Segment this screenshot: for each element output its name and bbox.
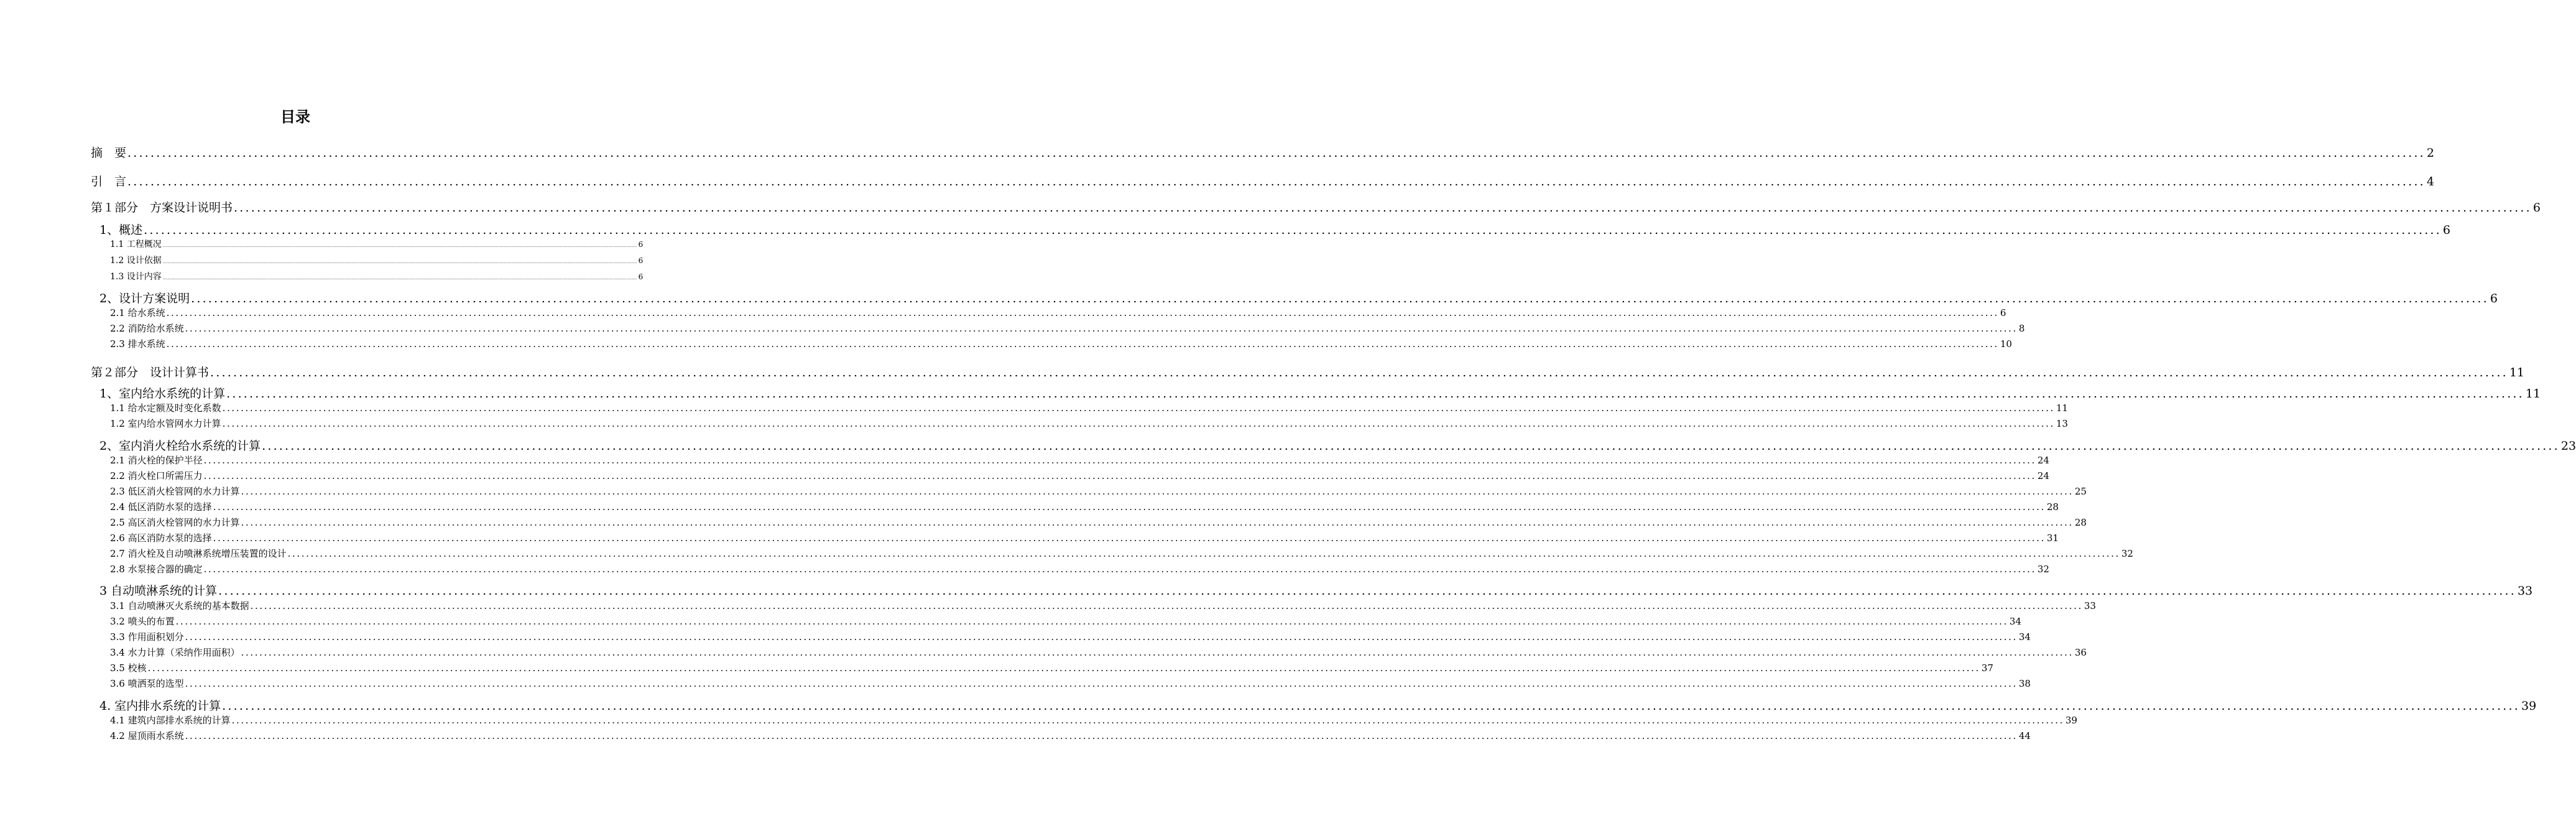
- toc-entry[interactable]: [110, 564, 2049, 575]
- toc-entry[interactable]: [110, 272, 644, 282]
- toc-entry[interactable]: [110, 532, 2059, 544]
- toc-entry-label: 3.3 作用面积划分: [110, 631, 184, 643]
- toc-leader-dots: ................................................................................................................................................................................................................................................................................................................................................................................................................: [127, 146, 2426, 160]
- toc-entry[interactable]: [91, 366, 2525, 379]
- toc-page-number: 36: [2074, 647, 2087, 658]
- toc-entry[interactable]: [99, 699, 2537, 713]
- toc-page-number: 10: [2000, 338, 2012, 350]
- toc-page-number: 6: [638, 272, 644, 281]
- toc-leader-dots: ................................................................................................................................................................................................................................................................................................................................................................................................................: [226, 387, 2524, 401]
- toc-leader-dots: ................................................................................................................................................................................................................................................................................................................................................................................................................: [241, 486, 2074, 497]
- toc-leader-dots: ................................................................................................................................................................................................................................................................................................................................................................................................................: [234, 201, 2532, 215]
- toc-leader-dots: ................................................................................................................................................................................................................................................................................................................................................................................................................: [262, 439, 2560, 453]
- toc-leader-dots: ................................................................................................................................................................................................................................................................................................................................................................................................................: [231, 715, 2064, 726]
- toc-page-number: 24: [2037, 455, 2049, 466]
- toc-entry[interactable]: [91, 146, 2434, 160]
- toc-entry[interactable]: [110, 307, 2006, 318]
- toc-page-number: 31: [2046, 532, 2059, 544]
- toc-page-number: 13: [2056, 418, 2068, 429]
- toc-leader-dots: ................................................................................................................................................................................................................................................................................................................................................................................................................: [222, 402, 2055, 414]
- toc-page-number: 28: [2046, 501, 2059, 513]
- toc-leader-dots: ................................................................................................................................................................................................................................................................................................................................................................................................................: [287, 548, 2120, 559]
- toc-leader-dots: ................................................................................................................................................................................................................................................................................................................................................................................................................: [210, 366, 2508, 379]
- toc-leader-dots: ................................................................................................................................................................................................................................................................................................................................................................................................................: [185, 631, 2018, 643]
- toc-entry-label: 1、室内给水系统的计算: [99, 387, 226, 401]
- toc-entry[interactable]: [91, 175, 2434, 188]
- toc-leader-dots: ................................................................................................................................................................................................................................................................................................................................................................................................................: [162, 276, 637, 281]
- toc-entry-label: 1.1 给水定额及时变化系数: [110, 402, 221, 414]
- toc-leader-dots: ................................................................................................................................................................................................................................................................................................................................................................................................................: [127, 175, 2426, 188]
- toc-page-number: 39: [2065, 715, 2077, 726]
- toc-entry[interactable]: [110, 418, 2068, 429]
- toc-entry-label: 第１部分 方案设计说明书: [91, 201, 233, 215]
- toc-page-number: 6: [638, 256, 644, 265]
- page-title: 目录: [280, 108, 310, 126]
- toc-leader-dots: ................................................................................................................................................................................................................................................................................................................................................................................................................: [144, 223, 2442, 237]
- toc-leader-dots: ................................................................................................................................................................................................................................................................................................................................................................................................................: [166, 338, 1999, 350]
- toc-entry-label: 4.2 屋顶雨水系统: [110, 730, 184, 741]
- toc-leader-dots: ................................................................................................................................................................................................................................................................................................................................................................................................................: [191, 292, 2489, 305]
- toc-leader-dots: ................................................................................................................................................................................................................................................................................................................................................................................................................: [250, 600, 2083, 611]
- toc-entry[interactable]: [99, 387, 2541, 401]
- toc-entry[interactable]: [110, 730, 2031, 741]
- toc-page-number: 23: [2560, 439, 2576, 453]
- toc-entry[interactable]: [110, 616, 2021, 627]
- toc-entry-label: 1、概述: [99, 223, 143, 237]
- toc-entry-label: 3.4 水力计算（采纳作用面积）: [110, 647, 240, 658]
- toc-page-number: 34: [2018, 631, 2031, 643]
- toc-entry[interactable]: [110, 678, 2031, 689]
- toc-page-number: 6: [2532, 201, 2541, 215]
- toc-entry[interactable]: [110, 338, 2012, 350]
- toc-entry-label: 1.3 设计内容: [110, 272, 162, 282]
- toc-entry-label: 2.4 低区消防水泵的选择: [110, 501, 212, 513]
- toc-entry[interactable]: [110, 715, 2077, 726]
- toc-leader-dots: ................................................................................................................................................................................................................................................................................................................................................................................................................: [185, 730, 2018, 741]
- toc-page-number: 4: [2426, 175, 2434, 188]
- toc-page-number: 39: [2521, 699, 2537, 713]
- toc-leader-dots: ................................................................................................................................................................................................................................................................................................................................................................................................................: [213, 532, 2046, 544]
- toc-page-number: 37: [1981, 662, 1993, 674]
- toc-entry-label: 2.1 给水系统: [110, 307, 165, 318]
- toc-entry[interactable]: [110, 662, 1993, 674]
- toc-page-number: 2: [2426, 146, 2434, 160]
- toc-leader-dots: ................................................................................................................................................................................................................................................................................................................................................................................................................: [203, 564, 2036, 575]
- toc-page-number: 34: [2009, 616, 2021, 627]
- toc-entry[interactable]: [99, 223, 2451, 237]
- toc-entry-label: 3.6 喷洒泵的选型: [110, 678, 184, 689]
- toc-entry[interactable]: [110, 402, 2068, 414]
- toc-entry-label: 2、室内消火栓给水系统的计算: [99, 439, 261, 453]
- toc-page-number: 8: [2018, 323, 2025, 334]
- toc-entry-label: 3.1 自动喷淋灭火系统的基本数据: [110, 600, 249, 611]
- toc-entry-label: 3 自动喷淋系统的计算: [99, 584, 218, 598]
- toc-entry-label: 2.6 高区消防水泵的选择: [110, 532, 212, 544]
- toc-entry-label: 2.1 消火栓的保护半径: [110, 455, 203, 466]
- toc-entry[interactable]: [110, 647, 2087, 658]
- toc-entry[interactable]: [110, 470, 2049, 481]
- toc-page-number: 24: [2037, 470, 2049, 481]
- toc-page-number: 44: [2018, 730, 2031, 741]
- toc-leader-dots: ................................................................................................................................................................................................................................................................................................................................................................................................................: [241, 517, 2074, 528]
- toc-entry-label: 1.1 工程概况: [110, 239, 162, 249]
- toc-entry[interactable]: [110, 600, 2096, 611]
- toc-entry-label: 2.8 水泵接合器的确定: [110, 564, 203, 575]
- toc-entry[interactable]: [99, 292, 2498, 305]
- toc-leader-dots: ................................................................................................................................................................................................................................................................................................................................................................................................................: [218, 584, 2516, 598]
- toc-page-number: 33: [2517, 584, 2533, 598]
- toc-entry-label: 2.3 低区消火栓管网的水力计算: [110, 486, 240, 497]
- toc-entry-label: 摘 要: [91, 146, 127, 160]
- toc-leader-dots: ................................................................................................................................................................................................................................................................................................................................................................................................................: [175, 616, 2008, 627]
- toc-leader-dots: ................................................................................................................................................................................................................................................................................................................................................................................................................: [241, 647, 2074, 658]
- toc-entry[interactable]: [110, 486, 2087, 497]
- toc-leader-dots: ................................................................................................................................................................................................................................................................................................................................................................................................................: [222, 418, 2055, 429]
- toc-leader-dots: ................................................................................................................................................................................................................................................................................................................................................................................................................: [185, 323, 2018, 334]
- toc-entry-label: 2、设计方案说明: [99, 292, 190, 305]
- toc-entry-label: 4.1 建筑内部排水系统的计算: [110, 715, 231, 726]
- toc-entry-label: 3.2 喷头的布置: [110, 616, 175, 627]
- toc-entry[interactable]: [110, 631, 2031, 643]
- toc-page-number: 6: [2000, 307, 2006, 318]
- toc-entry[interactable]: [110, 455, 2049, 466]
- toc-page-number: 33: [2084, 600, 2096, 611]
- toc-entry[interactable]: [110, 548, 2133, 559]
- toc-entry[interactable]: [110, 517, 2087, 528]
- toc-entry-label: 3.5 校核: [110, 662, 147, 674]
- toc-entry-label: 2.2 消防给水系统: [110, 323, 184, 334]
- toc-entry[interactable]: [110, 256, 644, 266]
- toc-entry-label: 4. 室内排水系统的计算: [99, 699, 221, 713]
- toc-leader-dots: ................................................................................................................................................................................................................................................................................................................................................................................................................: [203, 470, 2036, 481]
- toc-entry[interactable]: [99, 584, 2533, 598]
- toc-entry-label: 2.5 高区消火栓管网的水力计算: [110, 517, 240, 528]
- toc-page-number: 6: [2490, 292, 2498, 305]
- toc-page-number: 6: [638, 240, 644, 249]
- toc-entry-label: 1.2 设计依据: [110, 256, 162, 266]
- toc-leader-dots: ................................................................................................................................................................................................................................................................................................................................................................................................................: [166, 307, 1999, 318]
- toc-leader-dots: ................................................................................................................................................................................................................................................................................................................................................................................................................: [213, 501, 2046, 513]
- toc-entry[interactable]: [110, 323, 2025, 334]
- toc-entry[interactable]: [110, 239, 644, 249]
- toc-entry-label: 2.3 排水系统: [110, 338, 165, 350]
- toc-page-number: 28: [2074, 517, 2087, 528]
- toc-entry[interactable]: [99, 439, 2576, 453]
- toc-entry-label: 第２部分 设计计算书: [91, 366, 210, 379]
- toc-page-number: 38: [2018, 678, 2031, 689]
- toc-entry[interactable]: [91, 201, 2541, 215]
- toc-page-number: 11: [2056, 402, 2068, 414]
- toc-page-number: 32: [2037, 564, 2049, 575]
- toc-page-number: 6: [2442, 223, 2451, 237]
- toc-leader-dots: ................................................................................................................................................................................................................................................................................................................................................................................................................: [203, 455, 2036, 466]
- toc-page-number: 25: [2074, 486, 2087, 497]
- toc-entry-label: 2.2 消火栓口所需压力: [110, 470, 203, 481]
- toc-entry-label: 1.2 室内给水管网水力计算: [110, 418, 221, 429]
- toc-leader-dots: ................................................................................................................................................................................................................................................................................................................................................................................................................: [147, 662, 1980, 674]
- toc-page-number: 32: [2121, 548, 2133, 559]
- toc-entry[interactable]: [110, 501, 2059, 513]
- toc-leader-dots: ................................................................................................................................................................................................................................................................................................................................................................................................................: [162, 244, 637, 248]
- toc-leader-dots: ................................................................................................................................................................................................................................................................................................................................................................................................................: [222, 699, 2520, 713]
- toc-leader-dots: ................................................................................................................................................................................................................................................................................................................................................................................................................: [162, 260, 637, 264]
- toc-leader-dots: ................................................................................................................................................................................................................................................................................................................................................................................................................: [185, 678, 2018, 689]
- toc-entry-label: 引 言: [91, 175, 127, 188]
- toc-page-number: 11: [2525, 387, 2541, 401]
- toc-entry-label: 2.7 消火栓及自动喷淋系统增压装置的设计: [110, 548, 287, 559]
- toc-page-number: 11: [2509, 366, 2525, 379]
